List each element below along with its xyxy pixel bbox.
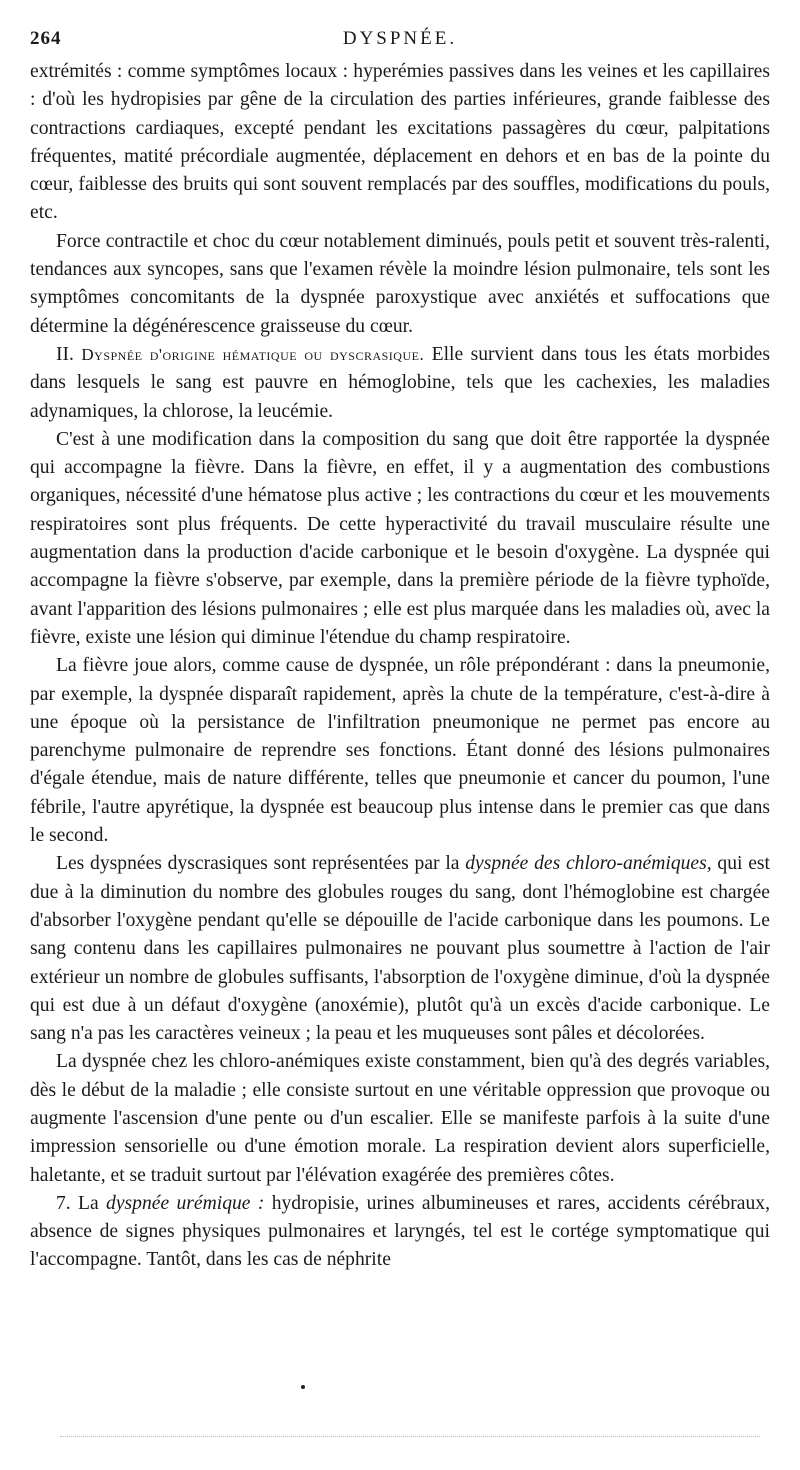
paragraph-8 [30,1190,770,1275]
page-number: 264 [30,28,62,49]
body-text [30,58,770,1275]
section-heading: Dyspnée d'origine hématique ou dyscrasique. [81,344,425,364]
paragraph-4: C'est à une modification dans la composition du sang que doit être rapportée la dyspnée qui accompagne la fièvre. Dans la fièvre, en effet, il y a augmentation des combustions organiques, nécessité d'une hématose plus active ; les contractions du cœur et les mouvements respiratoires sont plus fréquents. De cette hyperactivité du travail musculaire résulte une augmentation dans la production d'acide carbonique et le besoin d'oxygène. La dyspnée qui accompagne la fièvre s'observe, par exemple, dans la première période de la fièvre typhoïde, avant l'apparition des lésions pulmonaires ; elle est plus marquée dans les maladies où, avec la fièvre, existe une lésion qui diminue l'étendue du champ respiratoire. [30,428,770,648]
italic-term: dyspnée urémique : [106,1192,265,1214]
paragraph-8-lead: 7. La [56,1192,107,1214]
running-head [30,28,770,58]
paragraph-5: La fièvre joue alors, comme cause de dyspnée, un rôle prépondérant : dans la pneumonie, par exemple, la dyspnée disparaît rapidement, après la chute de la température, c'est-à-dire à une époque où la persistance de l'infiltration pneumonique ne permet pas encore au parenchyme pulmonaire de reprendre ses fonctions. Étant donné des lésions pulmonaires d'égale étendue, mais de nature différente, telles que pneumonie et cancer du poumon, l'une fébrile, l'autre apyrétique, la dyspnée est beaucoup plus intense dans le premier cas que dans le second. [30,655,770,847]
page [30,28,770,1275]
paragraph-6-lead: Les dyspnées dyscrasiques sont représentées par la [56,853,466,875]
footer-rule [60,1436,760,1437]
paragraph-1: extrémités : comme symptômes locaux : hyperémies passives dans les veines et les capillaires : d'où les hydropisies par gêne de la circulation des parties inférieures, grande faiblesse des contractions cardiaques, excepté pendant les excitations passagères du cœur, palpitations fréquentes, matité précordiale augmentée, déplacement en dehors et en bas de la pointe du cœur, faiblesse des bruits qui sont souvent remplacés par des souffles, modifications du pouls, etc. [30,61,770,224]
running-title: DYSPNÉE. [342,28,458,49]
paragraph-7: La dyspnée chez les chloro-anémiques existe constamment, bien qu'à des degrés variables, dès le début de la maladie ; elle consiste surtout en une véritable oppression que provoque ou augmente l'ascension d'une pente ou d'un escalier. Elle se manifeste parfois à la suite d'une impression sensorielle ou d'une émotion morale. La respiration devient alors superficielle, haletante, et se traduit surtout par l'élévation exagérée des premières côtes. [30,1051,770,1186]
paragraph-3 [30,341,770,426]
paragraph-3-text: Elle survient dans tous les états morbides dans lesquels le sang est pauvre en hémoglobine, tels que les cachexies, les maladies adynamiques, la chlorose, la leucémie. [30,343,770,422]
paragraph-2: Force contractile et choc du cœur notablement diminués, pouls petit et souvent très-ralenti, tendances aux syncopes, sans que l'examen révèle la moindre lésion pulmonaire, tels sont les symptômes concomitants de la dyspnée paroxystique avec anxiétés et suffocations que détermine la dégénérescence graisseuse du cœur. [30,230,770,337]
italic-term: dyspnée des chloro-anémiques, [465,853,712,875]
print-mark [301,1385,305,1389]
paragraph-6 [30,850,770,1048]
paragraph-8-text: hydropisie, urines albumineuses et rares, accidents cérébraux, absence de signes physiques pulmonaires et laryngés, tel est le cortége symptomatique qui l'accompagne. Tantôt, dans les cas de néphrite [30,1192,770,1271]
section-number: II. [56,343,82,365]
paragraph-6-text: qui est due à la diminution du nombre des globules rouges du sang, dont l'hémoglobine est chargée d'absorber l'oxygène pendant qu'elle se dépouille de l'acide carbonique dans les poumons. Le sang contenu dans les capillaires pulmonaires ne pouvant plus soumettre à l'action de l'air extérieur un nombre de globules suffisants, l'absorption de l'oxygène diminue, d'où la dyspnée qui est due à un défaut d'oxygène (anoxémie), plutôt qu'à un excès d'acide carbonique. Le sang n'a pas les caractères veineux ; la peau et les muqueuses sont pâles et décolorées. [30,853,770,1045]
